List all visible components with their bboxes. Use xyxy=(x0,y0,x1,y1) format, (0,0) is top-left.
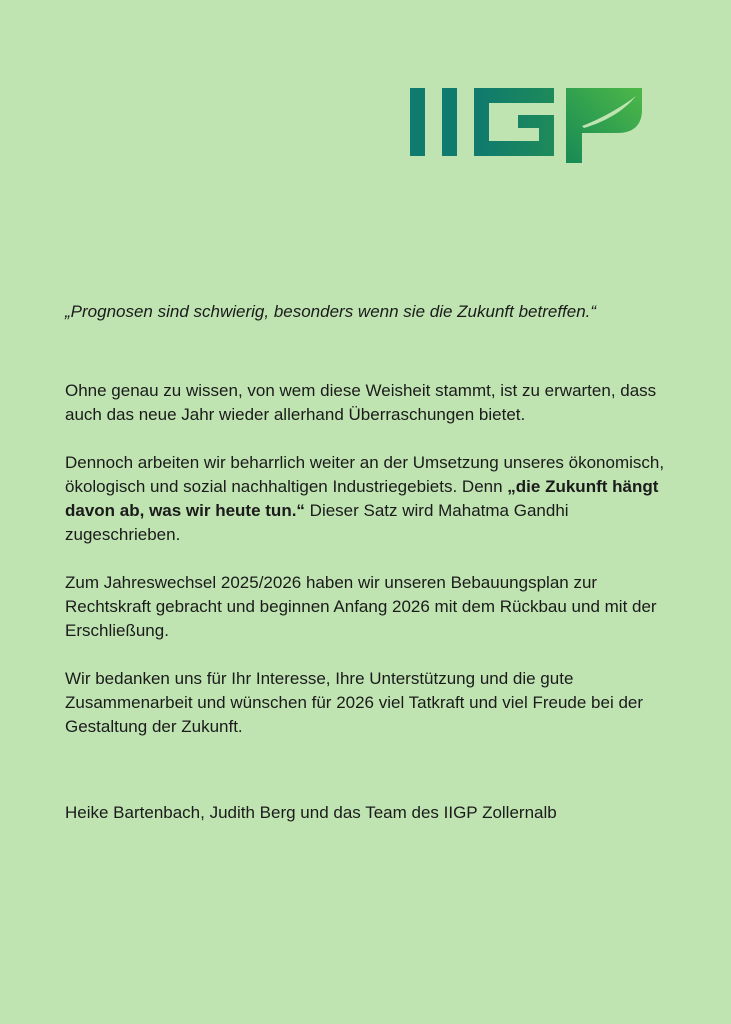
iigp-logo xyxy=(408,78,644,166)
gandhi-quote: „die Zukunft hängt davon ab, was wir heute tun.“ xyxy=(65,477,659,520)
paragraph-2-text-b: Dieser Satz wird Mahatma Gandhi zugeschrieben. xyxy=(65,501,569,544)
paragraph-2 xyxy=(65,451,685,547)
paragraph-2-text-a: Dennoch arbeiten wir beharrlich weiter an der Umsetzung unseres ökonomisch, ökologisch und sozial nachhaltigen Industriegebiets. Denn xyxy=(65,453,665,496)
paragraph-1: Ohne genau zu wissen, von wem diese Weisheit stammt, ist zu erwarten, dass auch das neue Jahr wieder allerhand Überraschungen bietet. xyxy=(65,381,657,424)
paragraph-3: Zum Jahreswechsel 2025/2026 haben wir unseren Bebauungsplan zur Rechtskraft gebracht und beginnen Anfang 2026 mit dem Rückbau und mit der Erschließung. xyxy=(65,573,657,640)
opening-quote: „Prognosen sind schwierig, besonders wenn sie die Zukunft betreffen.“ xyxy=(65,302,597,321)
logo-letter-p-leaf xyxy=(566,88,642,163)
signature: Heike Bartenbach, Judith Berg und das Team des IIGP Zollernalb xyxy=(65,803,557,822)
paragraph-4: Wir bedanken uns für Ihr Interesse, Ihre Unterstützung und die gute Zusammenarbeit und wünschen für 2026 viel Tatkraft und viel Freude bei der Gestaltung der Zukunft. xyxy=(65,669,644,736)
logo-letter-g xyxy=(474,88,554,156)
logo-letter-i-2 xyxy=(442,88,457,156)
logo-letter-i-1 xyxy=(410,88,425,156)
letter-body xyxy=(65,300,685,842)
